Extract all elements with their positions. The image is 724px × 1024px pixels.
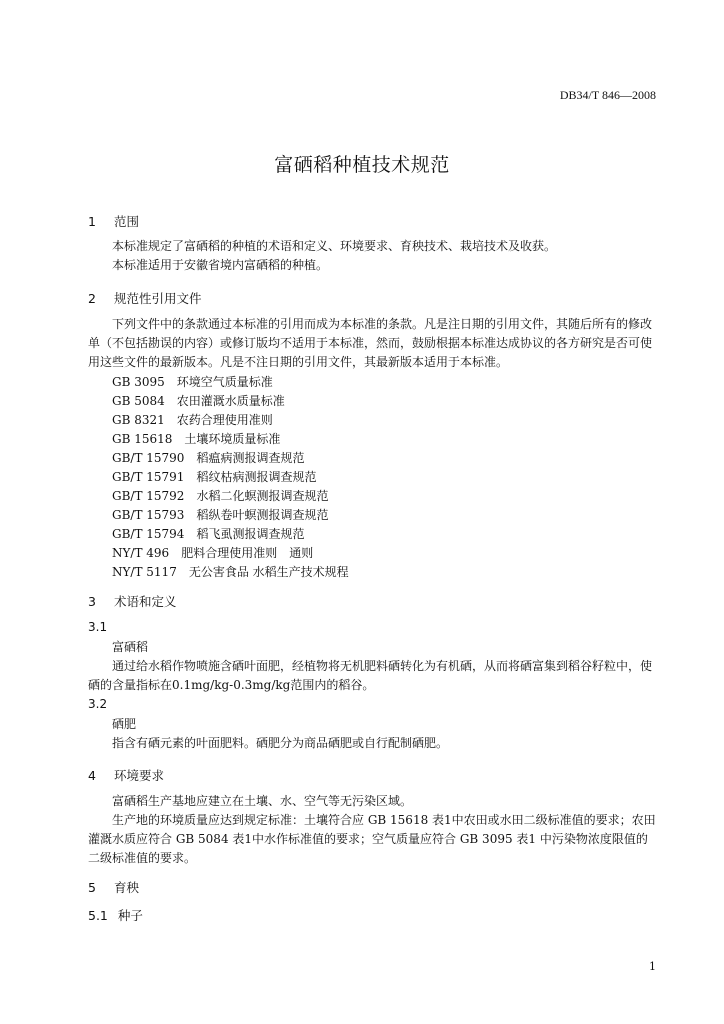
reference-item: NY/T 5117 无公害食品 水稻生产技术规程	[112, 565, 349, 579]
page-number: 1	[649, 960, 656, 973]
term-name: 富硒稻	[112, 640, 149, 654]
section-1-heading	[88, 212, 139, 230]
environment-paragraph-1: 富硒稻生产基地应建立在土壤、水、空气等无污染区域。	[112, 794, 413, 808]
term-definition: 通过给水稻作物喷施含硒叶面肥，经植物将无机肥料硒转化为有机硒，从而将硒富集到稻谷籽粒中，使硒的含量指标在0.1mg/kg-0.3mg/kg范围内的稻谷。	[88, 659, 653, 692]
section-number: 5.1	[88, 908, 108, 923]
section-number: 5	[88, 880, 96, 895]
document-title: 富硒稻种植技术规范	[274, 154, 450, 176]
section-5-heading	[88, 878, 139, 896]
section-2-heading	[88, 289, 202, 307]
reference-item: GB/T 15790 稻瘟病测报调查规范	[112, 451, 305, 465]
standard-code: DB34/T 846—2008	[559, 88, 656, 102]
section-number: 3	[88, 594, 96, 609]
reference-item: GB 8321 农药合理使用准则	[112, 413, 273, 427]
term-number: 3.1	[88, 620, 108, 634]
reference-item: GB/T 15793 稻纵卷叶螟测报调查规范	[112, 508, 329, 522]
scope-paragraph-2: 本标准适用于安徽省境内富硒稻的种植。	[112, 258, 329, 272]
reference-item: NY/T 496 肥料合理使用准则 通则	[112, 546, 314, 560]
section-title: 种子	[117, 908, 143, 923]
section-4-heading	[88, 766, 164, 784]
term-number: 3.2	[88, 697, 108, 711]
reference-item: GB 3095 环境空气质量标准	[112, 375, 273, 389]
section-3-heading	[88, 592, 177, 610]
section-title: 育秧	[114, 880, 140, 895]
section-title: 规范性引用文件	[114, 291, 202, 306]
reference-item: GB/T 15792 水稻二化螟测报调查规范	[112, 489, 329, 503]
reference-item: GB/T 15791 稻纹枯病测报调查规范	[112, 470, 317, 484]
scope-paragraph-1: 本标准规定了富硒稻的种植的术语和定义、环境要求、育秧技术、栽培技术及收获。	[112, 239, 557, 253]
section-title: 范围	[114, 214, 140, 229]
section-number: 4	[88, 768, 96, 783]
section-number: 1	[88, 214, 96, 229]
section-title: 环境要求	[114, 768, 165, 783]
environment-paragraph-2: 生产地的环境质量应达到规定标准：土壤符合应 GB 15618 表1中农田或水田二级标准值的要求；农田灌溉水质应符合 GB 5084 表1中水作标准值的要求；空气质量应符合 GB 3095 表1 中污染物浓度限值的二级标准值的要求。	[88, 813, 656, 865]
section-title: 术语和定义	[114, 594, 177, 609]
section-number: 2	[88, 291, 96, 306]
reference-item: GB 15618 土壤环境质量标准	[112, 432, 281, 446]
section-5-1-heading	[88, 906, 143, 924]
reference-item: GB 5084 农田灌溉水质量标准	[112, 394, 285, 408]
term-name: 硒肥	[112, 717, 137, 731]
references-intro: 下列文件中的条款通过本标准的引用而成为本标准的条款。凡是注日期的引用文件，其随后所有的修改单（不包括勘误的内容）或修订版均不适用于本标准，然而，鼓励根据本标准达成协议的各方研究是否可使用这些文件的最新版本。凡是不注日期的引用文件，其最新版本适用于本标准。	[88, 317, 653, 369]
term-definition: 指含有硒元素的叶面肥料。硒肥分为商品硒肥或自行配制硒肥。	[112, 736, 449, 750]
reference-item: GB/T 15794 稻飞虱测报调查规范	[112, 527, 305, 541]
